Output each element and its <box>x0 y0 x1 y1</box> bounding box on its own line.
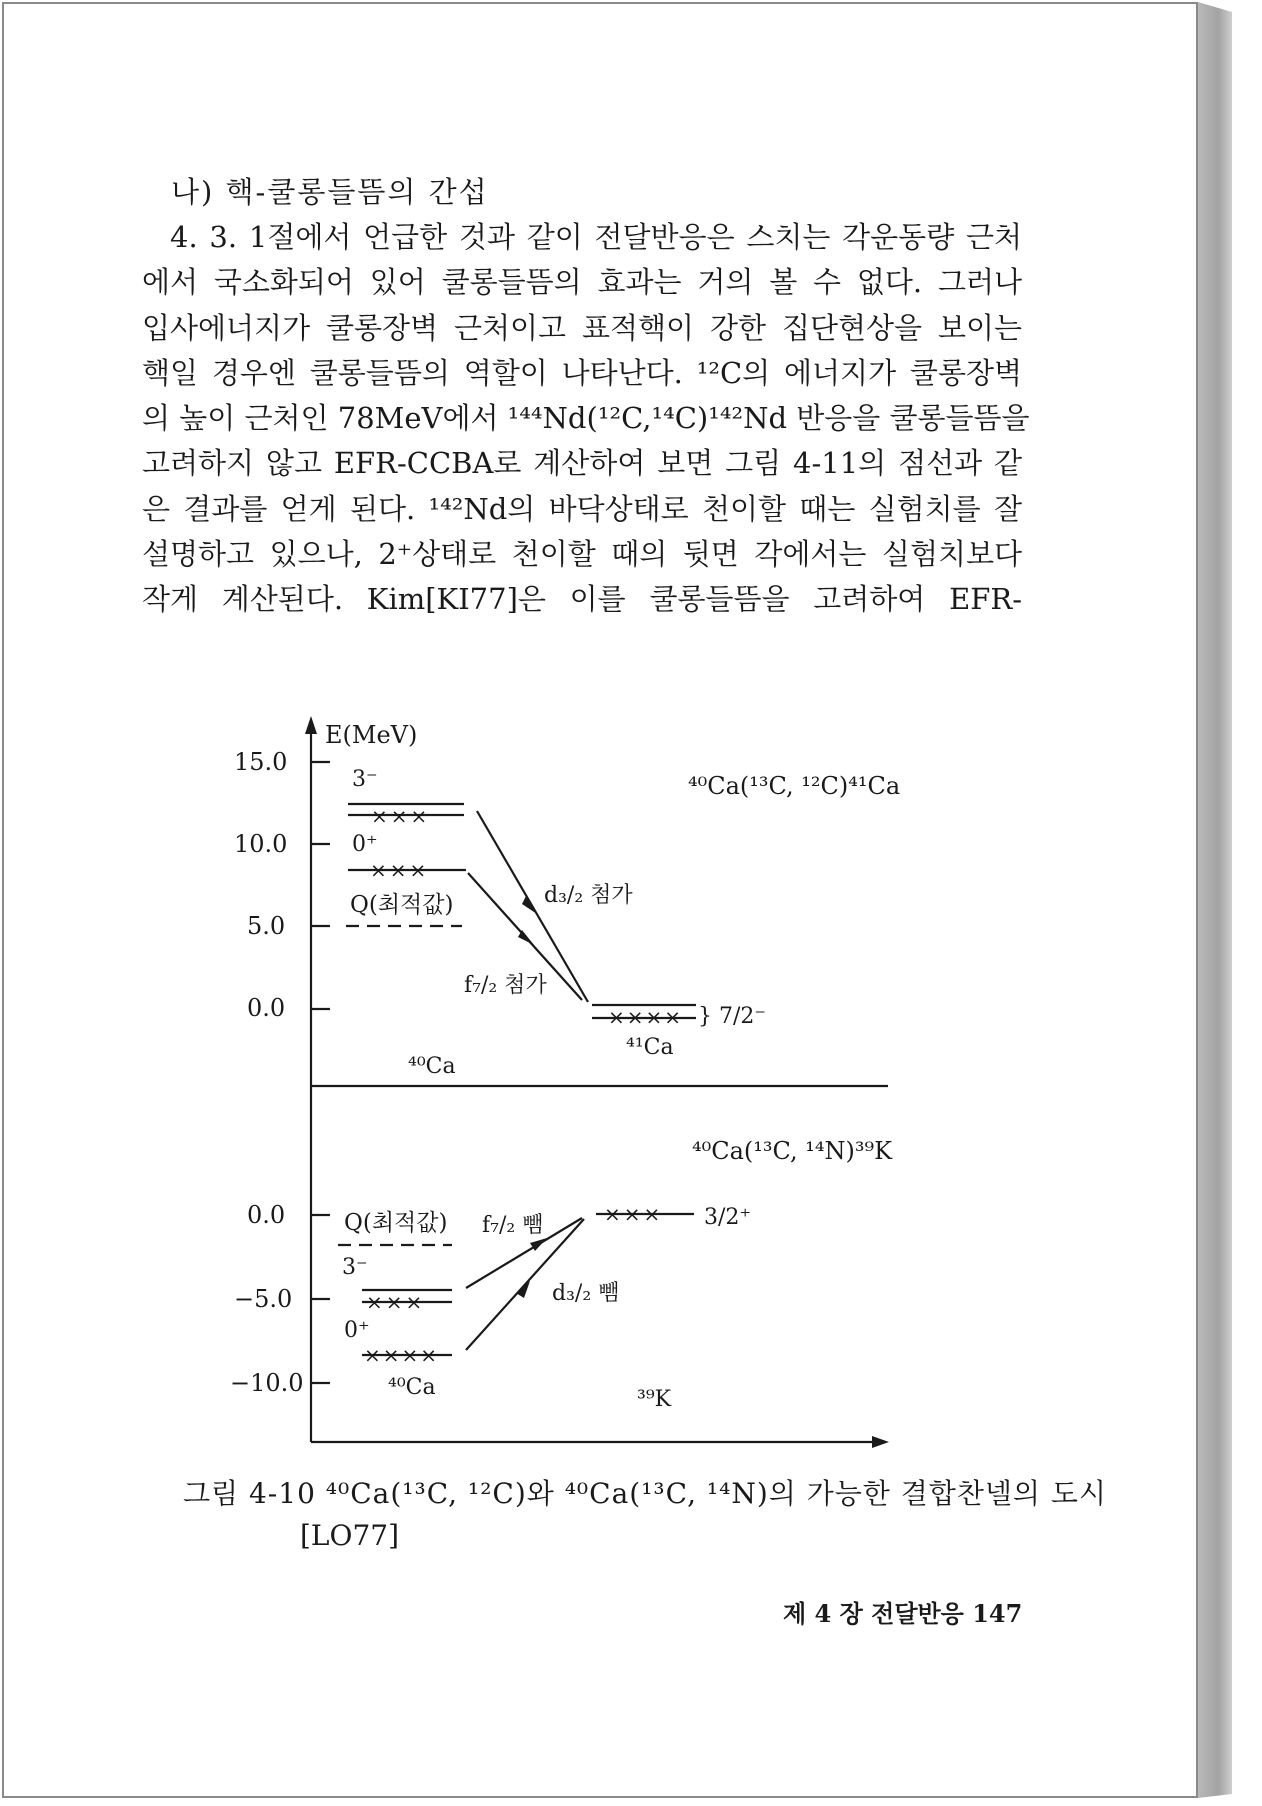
figure-caption-reference: [LO77] <box>300 1519 400 1552</box>
paragraph-line: 의 높이 근처인 78MeV에서 ¹⁴⁴Nd(¹²C,¹⁴C)¹⁴²Nd 반응을 쿨롱들뜸을 <box>142 401 1030 436</box>
paragraph-line: 입사에너지가 쿨롱장벽 근처이고 표적핵이 강한 집단현상을 보이는 <box>142 310 1022 345</box>
transition-arrow <box>516 1281 530 1298</box>
tick-label: 5.0 <box>247 912 286 940</box>
product-nucleus-label: ³⁹K <box>637 1387 672 1412</box>
transition-arrow <box>522 896 537 914</box>
state-label-3minus: 3⁻ <box>342 1255 368 1280</box>
tick-label: 15.0 <box>234 748 288 776</box>
state-label-0plus: 0⁺ <box>344 1318 370 1343</box>
f72-remove-label: f₇/₂ 뺌 <box>482 1213 544 1238</box>
f72-add-label: f₇/₂ 첨가 <box>464 973 547 998</box>
reaction-label: ⁴⁰Ca(¹³C, ¹⁴N)³⁹K <box>692 1137 893 1165</box>
paragraph-line: 은 결과를 얻게 된다. ¹⁴²Nd의 바닥상태로 천이할 때는 실험치를 잘 <box>142 491 1022 526</box>
paragraph-line: 작게 계산된다. Kim[KI77]은 이를 쿨롱들뜸을 고려하여 EFR- <box>142 582 1022 617</box>
level-marks: ××× <box>371 804 431 828</box>
tick-label: 0.0 <box>247 1201 286 1229</box>
paragraph-line: 에서 국소화되어 있어 쿨롱들뜸의 효과는 거의 볼 수 없다. 그러나 <box>142 265 1022 300</box>
level-marks: ×××× <box>608 1005 684 1029</box>
q-optimum-label: Q(최적값) <box>344 1210 448 1236</box>
target-nucleus-label: ⁴⁰Ca <box>388 1375 436 1400</box>
target-nucleus-label: ⁴⁰Ca <box>408 1054 456 1079</box>
paragraph-line: 설명하고 있으나, 2⁺상태로 천이할 때의 뒷면 각에서는 실험치보다 <box>142 537 1022 572</box>
paragraph-line: 고려하지 않고 EFR-CCBA로 계산하여 보면 그림 4-11의 점선과 같 <box>142 446 1022 481</box>
state-label-3minus: 3⁻ <box>352 767 378 792</box>
final-state-label: 3/2⁺ <box>704 1205 752 1230</box>
product-nucleus-label: ⁴¹Ca <box>626 1035 674 1060</box>
paragraph-line: 핵일 경우엔 쿨롱들뜸의 역할이 나타난다. ¹²C의 에너지가 쿨롱장벽 <box>142 355 1022 390</box>
reaction-label: ⁴⁰Ca(¹³C, ¹²C)⁴¹Ca <box>688 772 901 800</box>
level-marks: ×××× <box>364 1343 440 1367</box>
axis-label: E(MeV) <box>325 721 418 749</box>
level-marks: ××× <box>366 1290 426 1314</box>
tick-label: 0.0 <box>247 994 286 1022</box>
energy-axis-arrow <box>305 716 317 734</box>
tick-label: 10.0 <box>234 830 288 858</box>
figure-caption: 그림 4-10 ⁴⁰Ca(¹³C, ¹²C)와 ⁴⁰Ca(¹³C, ¹⁴N)의 가능한 결합찬넬의 도시 <box>183 1477 1107 1510</box>
tick-label: −10.0 <box>230 1369 304 1397</box>
level-marks: ××× <box>370 858 430 882</box>
level-marks: ××× <box>604 1202 664 1226</box>
state-label-0plus: 0⁺ <box>352 832 378 857</box>
horizontal-axis-arrow <box>872 1436 889 1448</box>
paragraph-line: 4. 3. 1절에서 언급한 것과 같이 전달반응은 스치는 각운동량 근처 <box>170 220 1022 254</box>
d32-add-label: d₃/₂ 첨가 <box>544 883 633 908</box>
q-optimum-label: Q(최적값) <box>350 892 454 918</box>
tick-label: −5.0 <box>234 1285 293 1313</box>
section-title: 나) 핵-쿨롱들뜸의 간섭 <box>171 175 489 209</box>
d32-remove-label: d₃/₂ 뺌 <box>552 1281 620 1306</box>
final-state-label: } 7/2⁻ <box>698 1004 767 1029</box>
page-footer: 제 4 장 전달반응 147 <box>783 1599 1023 1628</box>
